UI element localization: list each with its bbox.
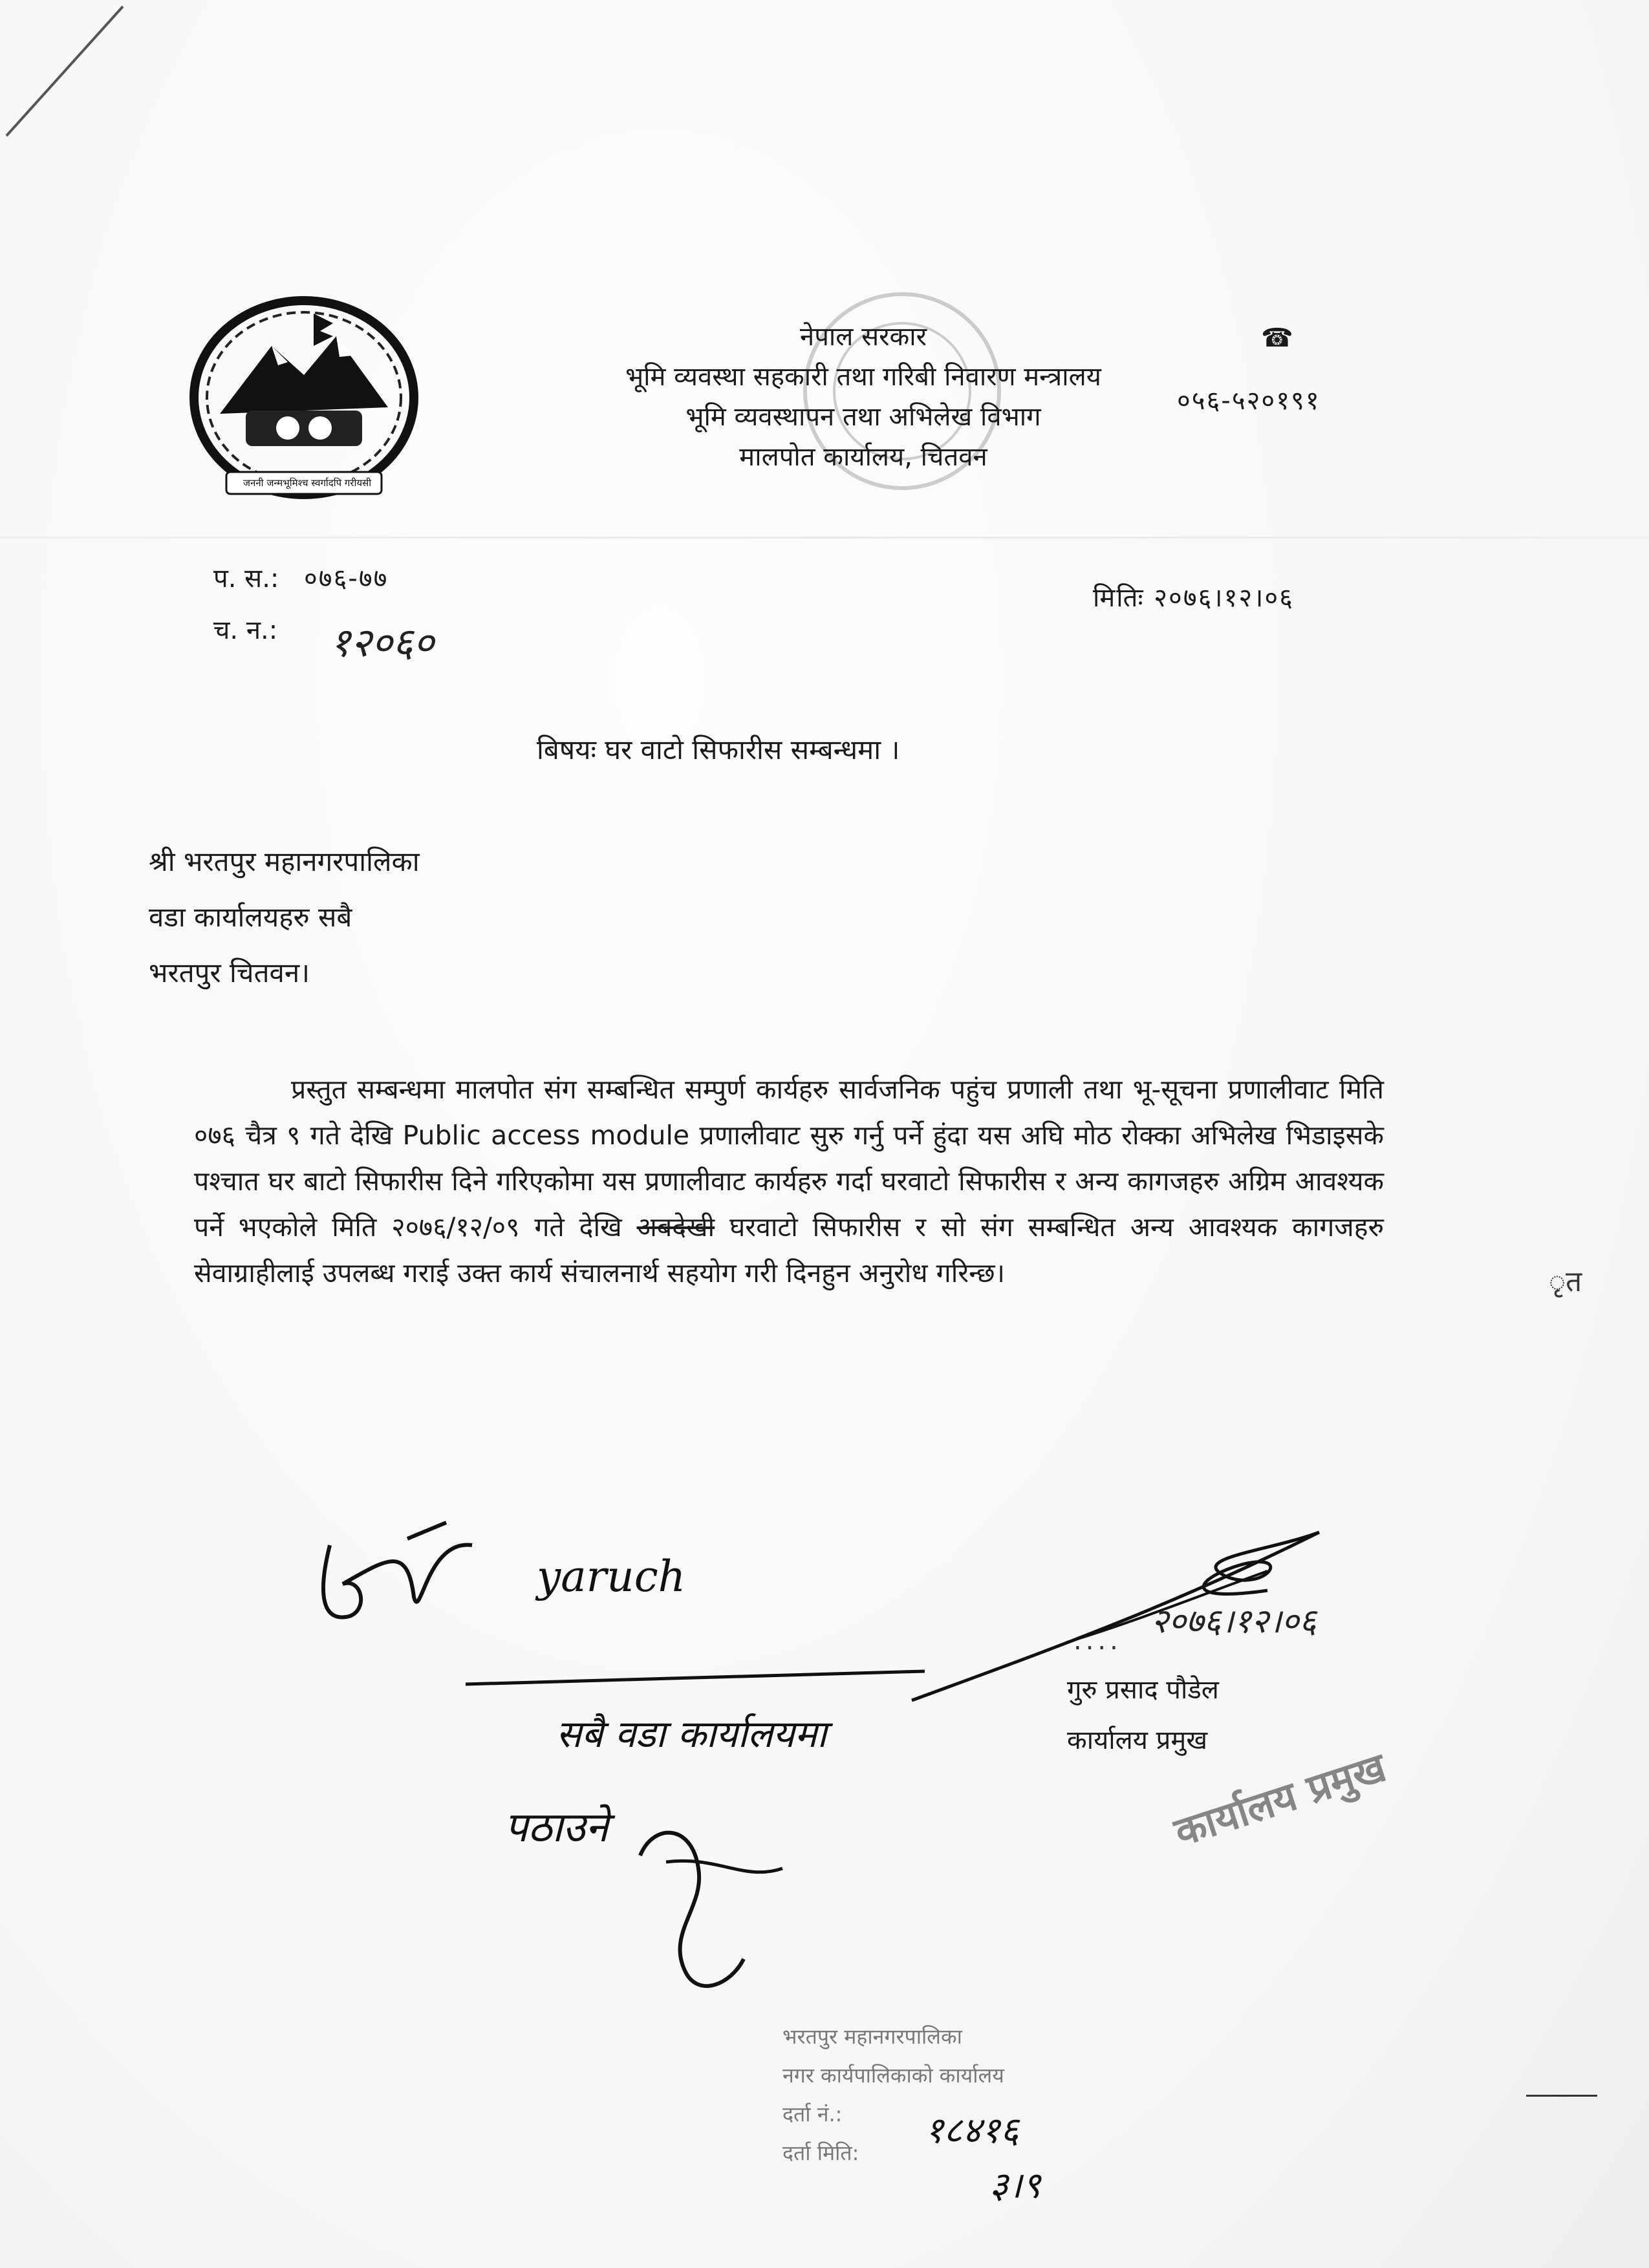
registration-number: १८४१६	[925, 2110, 1019, 2152]
registration-date: ३।९	[989, 2165, 1041, 2207]
ministry-name: भूमि व्यवस्था सहकारी तथा गरिबी निवारण मन्त्रालय	[625, 362, 1101, 392]
reg-stamp-line-1: भरतपुर महानगरपालिका	[782, 2024, 962, 2049]
cn-handwritten-value: १२०६०	[330, 619, 435, 666]
reg-stamp-line-2: नगर कार्यपालिकाको कार्यालय	[782, 2063, 1004, 2088]
handwritten-note-3: पठाउने	[504, 1804, 609, 1852]
department-name: भूमि व्यवस्थापन तथा अभिलेख विभाग	[685, 402, 1041, 432]
signatory-name: गुरु प्रसाद पौडेल	[1067, 1675, 1219, 1705]
body-part-1: प्रस्तुत सम्बन्धमा मालपोत संग सम्बन्धित सम्पुर्ण कार्यहरु सार्वजनिक पहुंच प्रणाली तथा भू-सूचना प्रणालीवाट मिति ०७६ चैत्र ९ गते देखि Public access module प्रणालीवाट सुरु गर्नु पर्ने हुंदा यस अघि मोठ रोक्का अभिलेख भिडाइसके पश्चात घर बाटो सिफारीस दिने गरिएकोमा यस प्रणालीवाट कार्यहरु गर्दा घरवाटो सिफारीस र अन्य कागजहरु अग्रिम आवश्यक पर्ने भएकोले मिति २०७६/१२/०९ गते देखि	[194, 1074, 1384, 1243]
signatory-block	[1067, 1665, 1219, 1766]
emblem-motto: जननी जन्मभूमिश्च स्वर्गादपि गरीयसी	[242, 477, 372, 489]
telephone-icon: ☎	[1261, 323, 1293, 353]
office-name: मालपोत कार्यालय, चितवन	[739, 442, 987, 472]
folded-corner	[0, 0, 129, 149]
ps-value: ०७६-७७	[304, 564, 389, 594]
paper-fold-line	[0, 537, 1649, 539]
cn-label: च. न.:	[213, 615, 278, 645]
margin-mark: ृत	[1549, 1265, 1582, 1298]
reg-no-label: दर्ता नं.:	[782, 2102, 843, 2126]
addressee-block	[149, 834, 420, 1001]
government-name: नेपाल सरकार	[800, 322, 927, 352]
phone-number: ०५६-५२०१९१	[1177, 386, 1320, 416]
nepal-emblem-icon	[175, 284, 433, 504]
letter-body	[194, 1067, 1384, 1296]
addressee-line-2: वडा कार्यालयहरु सबै	[149, 901, 352, 933]
signatory-title: कार्यालय प्रमुख	[1067, 1726, 1208, 1755]
reg-date-label: दर्ता मिति:	[782, 2141, 859, 2165]
body-struck-word: अबदेखी	[636, 1212, 715, 1243]
letter-date: मितिः २०७६।१२।०६	[1093, 583, 1294, 613]
signature-date: २०७६।१२।०६	[1151, 1602, 1317, 1641]
edge-line	[1526, 2095, 1597, 2097]
signature-dots: ....	[1073, 1626, 1122, 1656]
subject-line: बिषयः घर वाटो सिफारीस सम्बन्धमा ।	[537, 734, 900, 765]
addressee-line-1: श्री भरतपुर महानगरपालिका	[149, 846, 420, 877]
letterhead	[491, 317, 1235, 477]
addressee-line-3: भरतपुर चितवन।	[149, 957, 310, 989]
ps-label: प. स.:	[213, 564, 279, 594]
handwritten-note-2: सबै वडा कार्यालयमा	[556, 1712, 827, 1756]
handwritten-note-1: yaruch	[537, 1552, 686, 1601]
office-head-stamp: कार्यालय प्रमुख	[1169, 1743, 1392, 1856]
body-part-2: घरवाटो सिफारीस र सो संग सम्बन्धित अन्य आवश्यक कागजहरु सेवाग्राहीलाई उपलब्ध गराई उक्त कार्य संचालनार्थ सहयोग गरी दिनहुन अनुरोध गरिन्छ।	[194, 1212, 1384, 1289]
